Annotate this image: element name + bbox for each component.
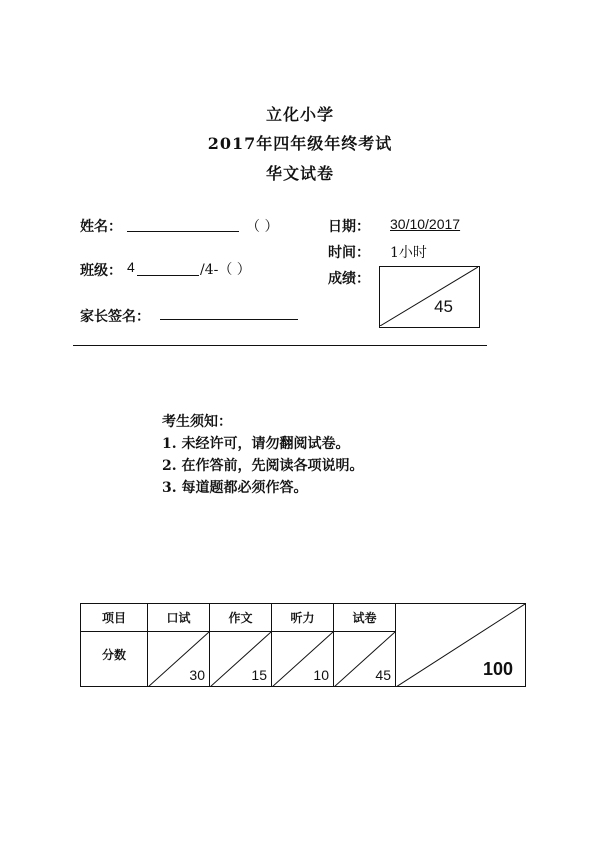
- result-value: 45: [434, 297, 453, 316]
- name-paren: （ ）: [246, 219, 279, 235]
- column-header-paper: 试卷: [334, 604, 396, 632]
- date-label: 日期：: [328, 219, 370, 235]
- notes-item: 3. 每道题都必须作答。: [162, 480, 308, 496]
- score-cell-essay: [210, 632, 272, 687]
- score-cell-listening: [272, 632, 334, 687]
- score-cell-paper: [334, 632, 396, 687]
- class-field[interactable]: [137, 275, 199, 276]
- max-score-oral: 30: [189, 667, 205, 683]
- column-header-listening: 听力: [272, 604, 334, 632]
- divider: [73, 345, 487, 346]
- row-label-scores: 分数: [81, 632, 148, 687]
- result-label: 成绩：: [328, 271, 370, 287]
- total-cell: [396, 604, 526, 687]
- max-score-essay: 15: [251, 667, 267, 683]
- class-suffix: /4-（ ）: [200, 262, 251, 278]
- max-score-listening: 10: [313, 667, 329, 683]
- max-score-paper: 45: [375, 667, 391, 683]
- parent-signature-label: 家长签名：: [80, 309, 150, 325]
- date-value: 30/10/2017: [390, 216, 461, 232]
- parent-signature-field[interactable]: [160, 319, 298, 320]
- class-value: 4: [127, 259, 135, 275]
- result-diagonal: [380, 267, 478, 326]
- column-header-oral: 口试: [148, 604, 210, 632]
- school-name: 立化小学: [265, 105, 334, 124]
- column-header-essay: 作文: [210, 604, 272, 632]
- row-label-items: 项目: [81, 604, 148, 632]
- time-label: 时间：: [328, 245, 370, 261]
- class-label: 班级：: [80, 263, 122, 279]
- time-value: 1小时: [390, 245, 427, 261]
- score-cell-oral: [148, 632, 210, 687]
- notes-item: 2. 在作答前，先阅读各项说明。: [162, 458, 364, 474]
- notes-block: [162, 411, 364, 499]
- name-field[interactable]: [127, 231, 239, 232]
- score-table: [80, 603, 526, 687]
- exam-title: 2017年四年级年终考试: [207, 134, 393, 153]
- notes-title: 考生须知：: [162, 414, 232, 430]
- name-label: 姓名：: [80, 219, 122, 235]
- total-score: 100: [482, 659, 513, 679]
- result-box: [379, 266, 480, 328]
- notes-item: 1. 未经许可，请勿翻阅试卷。: [162, 436, 350, 452]
- paper-subject: 华文试卷: [265, 164, 334, 183]
